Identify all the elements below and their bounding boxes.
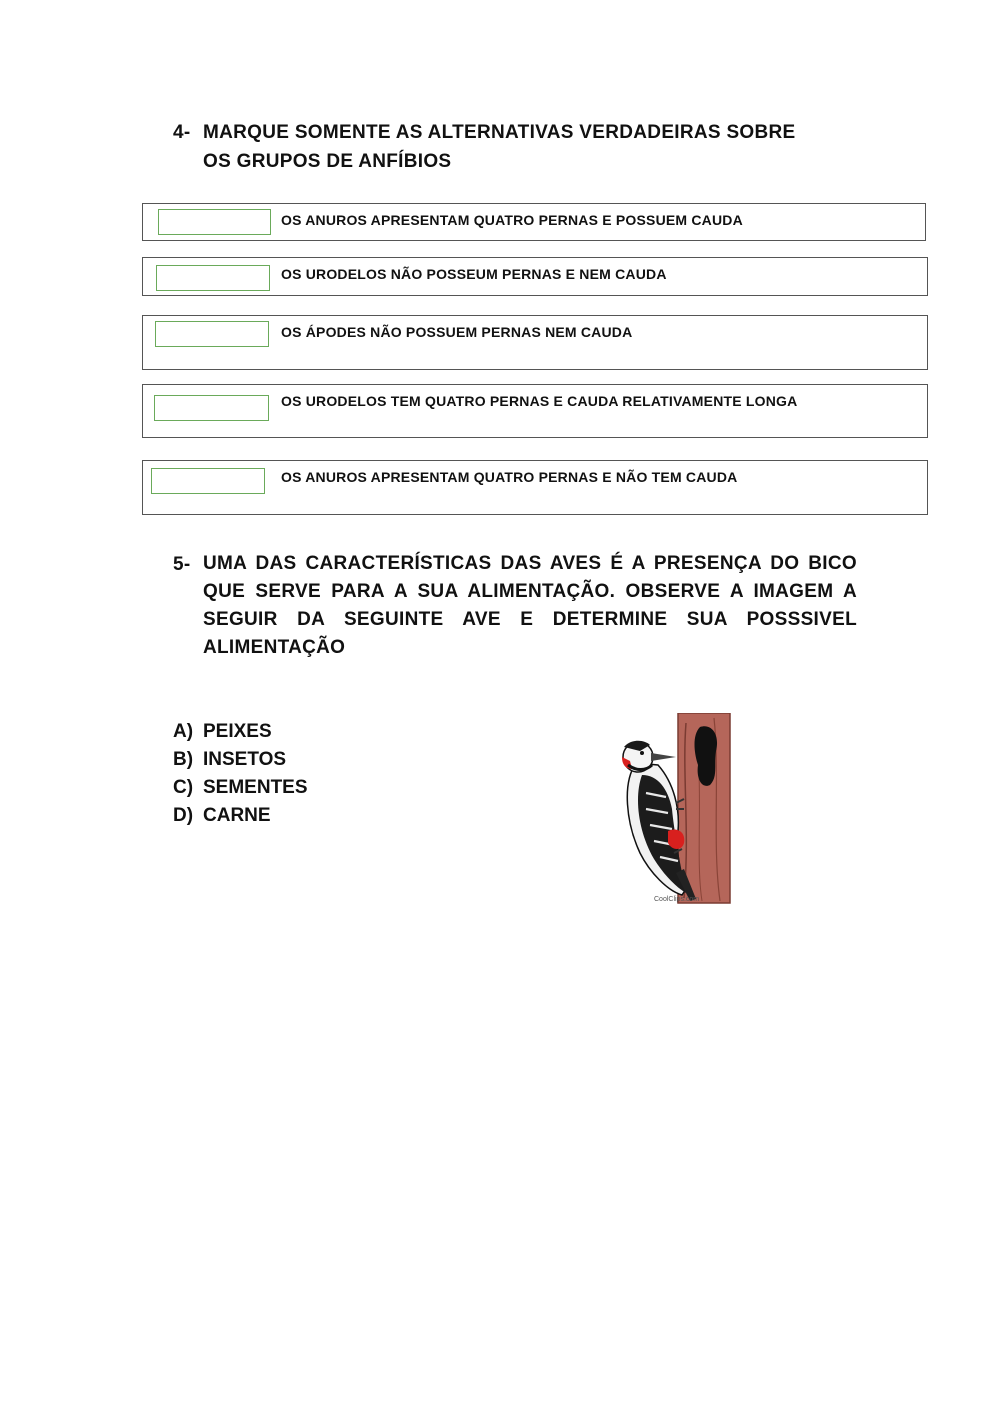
woodpecker-icon — [616, 713, 732, 905]
answer-letter: B) — [173, 749, 194, 770]
question-number: 4- — [173, 122, 191, 143]
question-5-heading — [173, 550, 863, 670]
question-text-line: OS GRUPOS DE ANFÍBIOS — [203, 151, 452, 172]
answer-letter: D) — [173, 805, 194, 826]
question-4-heading — [173, 118, 873, 178]
question-number: 5- — [173, 554, 191, 575]
option-row — [142, 460, 928, 515]
option-text: OS URODELOS TEM QUATRO PERNAS E CAUDA RELATIVAMENTE LONGA — [281, 393, 798, 409]
option-row — [142, 203, 926, 241]
option-text: OS ÁPODES NÃO POSSUEM PERNAS NEM CAUDA — [281, 324, 633, 340]
answer-text: PEIXES — [203, 721, 272, 742]
option-row — [142, 315, 928, 370]
beak — [651, 753, 676, 761]
option-text: OS URODELOS NÃO POSSEUM PERNAS E NEM CAUDA — [281, 266, 667, 282]
question-text — [203, 118, 873, 176]
image-credit: CoolClips.com — [654, 896, 700, 903]
answer-input-box[interactable] — [156, 265, 270, 291]
answer-input-box[interactable] — [158, 209, 271, 235]
option-text: OS ANUROS APRESENTAM QUATRO PERNAS E NÃO TEM CAUDA — [281, 469, 738, 485]
answer-text: CARNE — [203, 805, 271, 826]
answer-input-box[interactable] — [151, 468, 265, 494]
answer-text: SEMENTES — [203, 777, 308, 798]
question-text: UMA DAS CARACTERÍSTICAS DAS AVES É A PRESENÇA DO BICO QUE SERVE PARA A SUA ALIMENTAÇÃO. OBSERVE A IMAGEM A SEGUIR DA SEGUINTE AVE E DETERMINE SUA POSSSIVEL ALIMENTAÇÃO — [203, 553, 857, 658]
question-text-line: MARQUE SOMENTE AS ALTERNATIVAS VERDADEIRAS SOBRE — [203, 122, 796, 143]
answer-input-box[interactable] — [154, 395, 269, 421]
option-row — [142, 384, 928, 438]
option-row — [142, 257, 928, 296]
answer-text: INSETOS — [203, 749, 287, 770]
answer-letter: C) — [173, 777, 194, 798]
answer-letter: A) — [173, 721, 194, 742]
option-text: OS ANUROS APRESENTAM QUATRO PERNAS E POSSUEM CAUDA — [281, 212, 743, 228]
answer-input-box[interactable] — [155, 321, 269, 347]
